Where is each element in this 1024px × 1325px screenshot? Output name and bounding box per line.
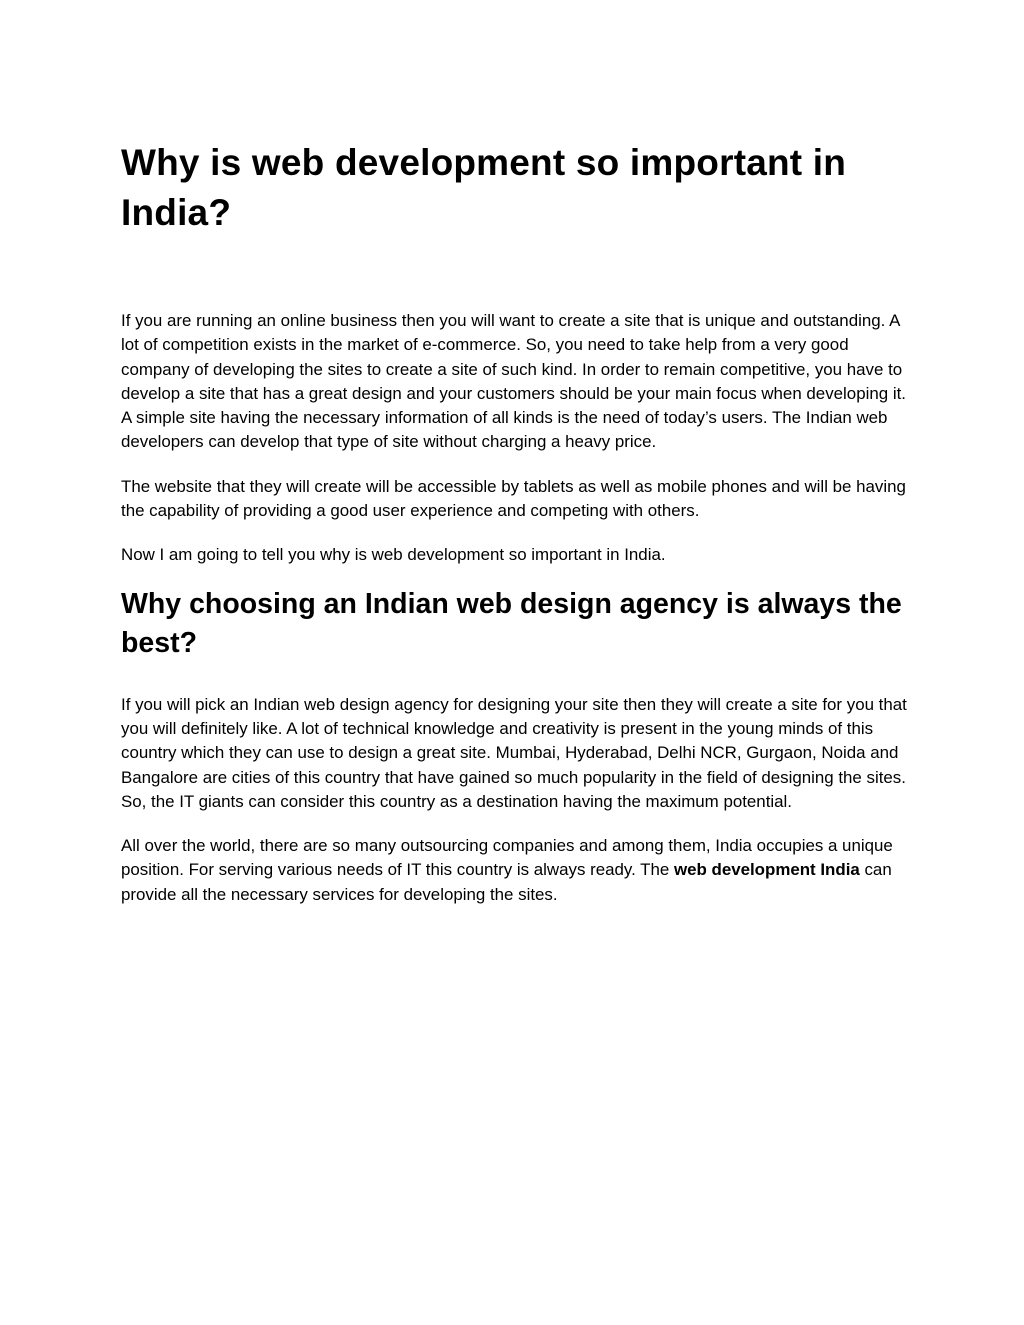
bold-keyword: web development India bbox=[673, 860, 860, 880]
paragraph-text: can provide all the necessary services for developing the sites. bbox=[121, 860, 892, 904]
section-paragraph-2 bbox=[121, 834, 911, 907]
section-heading: Why choosing an Indian web design agency is always the best? bbox=[121, 587, 902, 659]
page-title: Why is web development so important in India? bbox=[121, 142, 847, 233]
paragraph-text: All over the world, there are so many outsourcing companies and among them, India occupies a unique position. For serving various needs of IT this country is always ready. The bbox=[121, 836, 893, 880]
intro-paragraph-3: Now I am going to tell you why is web development so important in India. bbox=[121, 545, 666, 565]
section-paragraph-1: If you will pick an Indian web design agency for designing your site then they will create a site for you that you will definitely like. A lot of technical knowledge and creativity is present in the young minds of this country which they can use to design a great site. Mumbai, Hyderabad, Delhi NCR, Gurgaon, Noida and Bangalore are cities of this country that have gained so much popularity in the field of designing the sites. So, the IT giants can consider this country as a destination having the maximum potential. bbox=[121, 694, 907, 811]
document-page bbox=[121, 138, 911, 907]
intro-paragraph-1: If you are running an online business then you will want to create a site that is unique and outstanding. A lot of competition exists in the market of e-commerce. So, you need to take help from a very good company of developing the sites to create a site of such kind. In order to remain competitive, you have to develop a site that has a great design and your customers should be your main focus when developing it. A simple site having the necessary information of all kinds is the need of today’s users. The Indian web developers can develop that type of site without charging a heavy price. bbox=[121, 311, 906, 452]
intro-paragraph-2: The website that they will create will be accessible by tablets as well as mobile phones and will be having the capability of providing a good user experience and competing with others. bbox=[121, 476, 906, 521]
